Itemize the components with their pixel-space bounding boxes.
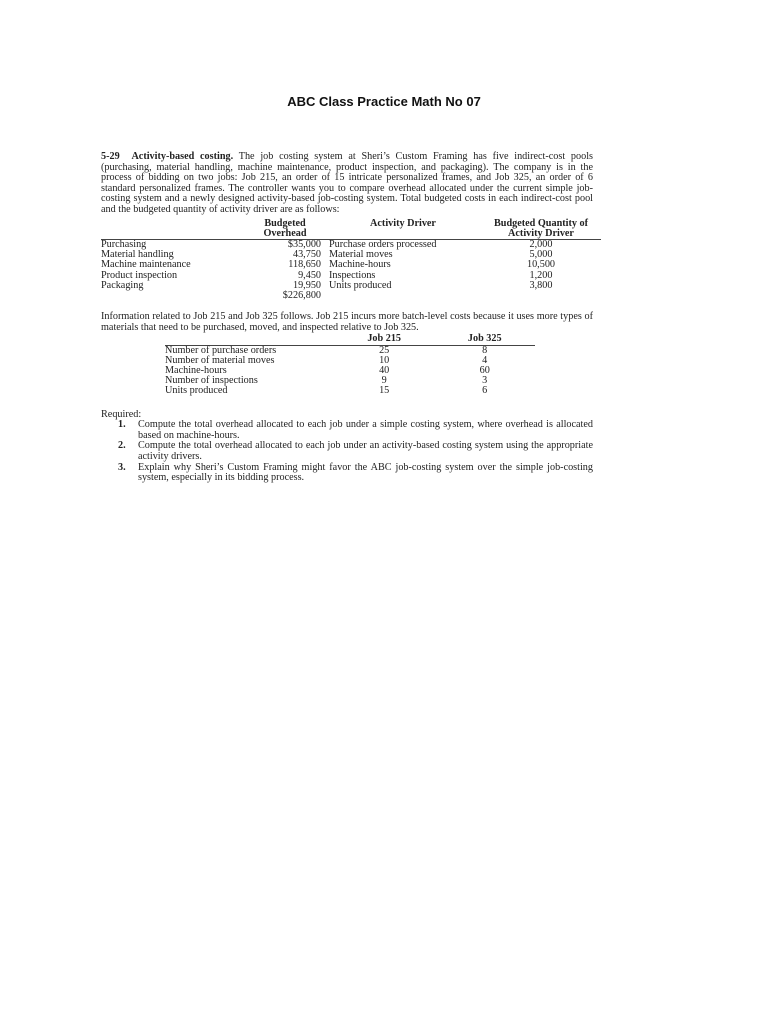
table-cell: 60 (479, 364, 490, 376)
table-cell: 8 (482, 344, 488, 356)
cost-pool-table (101, 219, 601, 302)
item-text: Explain why Sheri’s Custom Framing might favor the ABC job-costing system over the simple job-costing system, especially in its bidding process. (138, 461, 593, 484)
column-header: Job 325 (434, 334, 535, 345)
table-cell: 25 (379, 344, 390, 356)
item-number: 1. (118, 419, 126, 431)
table-cell: Units produced (329, 279, 392, 291)
table-cell: 40 (379, 364, 390, 376)
table-cell: 3,800 (529, 279, 553, 291)
document-title: ABC Class Practice Math No 07 (287, 94, 481, 109)
table-cell: 1,200 (529, 269, 553, 281)
table-cell: Packaging (101, 279, 144, 291)
problem-intro-text: The job costing system at Sheri’s Custom Framing has five indirect-cost pools (purchasing, material handling, machine maintenance, product inspection, and packaging). The company is in the process of bidding on two jobs: Job 215, an order of 15 intricate personalized frames, and Job 325, an order of 6 standard personalized frames. The controller wants you to compare overhead allocated under the current simple job-costing system and a newly designed activity-based job-costing system. Total budgeted costs in each indirect-cost pool and the budgeted quantity of activity driver are as follows: (101, 151, 593, 215)
table-header-row (165, 334, 535, 345)
list-item (101, 420, 593, 441)
table-cell: Product inspection (101, 269, 178, 281)
required-list (101, 420, 593, 484)
column-header (165, 334, 334, 345)
table-cell: 3 (482, 375, 488, 387)
job-table (165, 334, 535, 396)
problem-intro (101, 152, 593, 216)
item-text: Compute the total overhead allocated to each job under a simple costing system, where overhead is allocated based on machine-hours. (138, 419, 593, 441)
table-cell: 9 (381, 375, 387, 387)
table-cell: Material moves (329, 249, 393, 261)
table-row (101, 281, 601, 291)
table-cell: 118,650 (288, 259, 321, 271)
problem-number: 5-29 (101, 151, 120, 162)
problem-heading: Activity-based costing. (131, 151, 234, 162)
total-overhead: $226,800 (282, 289, 321, 301)
table-cell (325, 291, 481, 301)
table-cell: 10 (379, 354, 390, 366)
table-total-row (101, 291, 601, 301)
item-number: 2. (118, 440, 126, 452)
table-cell: 9,450 (298, 269, 321, 281)
column-header: Budgeted Quantity of Activity Driver (481, 219, 601, 240)
column-header: Activity Driver (325, 219, 481, 240)
table-header-row (101, 219, 601, 240)
table-cell: 19,950 (292, 279, 321, 291)
required-section (101, 410, 593, 484)
table-cell: Material handling (101, 249, 174, 261)
table-cell: Machine-hours (329, 259, 391, 271)
table-cell (101, 291, 249, 301)
problem-block (101, 152, 593, 484)
table-cell: 6 (482, 385, 488, 397)
table-cell: 5,000 (529, 249, 553, 261)
list-item (101, 441, 593, 462)
table-cell: Number of purchase orders (165, 344, 277, 356)
table-cell: Machine maintenance (101, 259, 191, 271)
column-header: Job 215 (334, 334, 435, 345)
table-row (165, 386, 535, 396)
job-info-text: Information related to Job 215 and Job 325 follows. Job 215 incurs more batch-level costs because it uses more types of materials that need to be purchased, moved, and inspected relative to Job 325. (101, 311, 593, 333)
table-cell: Machine-hours (165, 364, 227, 376)
table-cell: $35,000 (287, 238, 321, 250)
table-cell: Number of material moves (165, 354, 275, 366)
table-cell: 10,500 (526, 259, 555, 271)
table-cell: 4 (482, 354, 488, 366)
item-text: Compute the total overhead allocated to each job under an activity-based costing system using the appropriate activity drivers. (138, 440, 593, 462)
table-cell: Units produced (165, 385, 228, 397)
table-cell (481, 291, 601, 301)
column-header: Budgeted Overhead (249, 219, 325, 240)
list-item (101, 463, 593, 484)
table-cell: Inspections (329, 269, 376, 281)
table-cell: Purchase orders processed (329, 238, 437, 250)
table-cell: 43,750 (292, 249, 321, 261)
table-cell: Purchasing (101, 238, 147, 250)
column-header (101, 219, 249, 240)
table-cell: 2,000 (529, 238, 553, 250)
table-cell: 15 (379, 385, 390, 397)
required-label: Required: (101, 408, 142, 420)
table-cell: Number of inspections (165, 375, 258, 387)
item-number: 3. (118, 461, 126, 473)
